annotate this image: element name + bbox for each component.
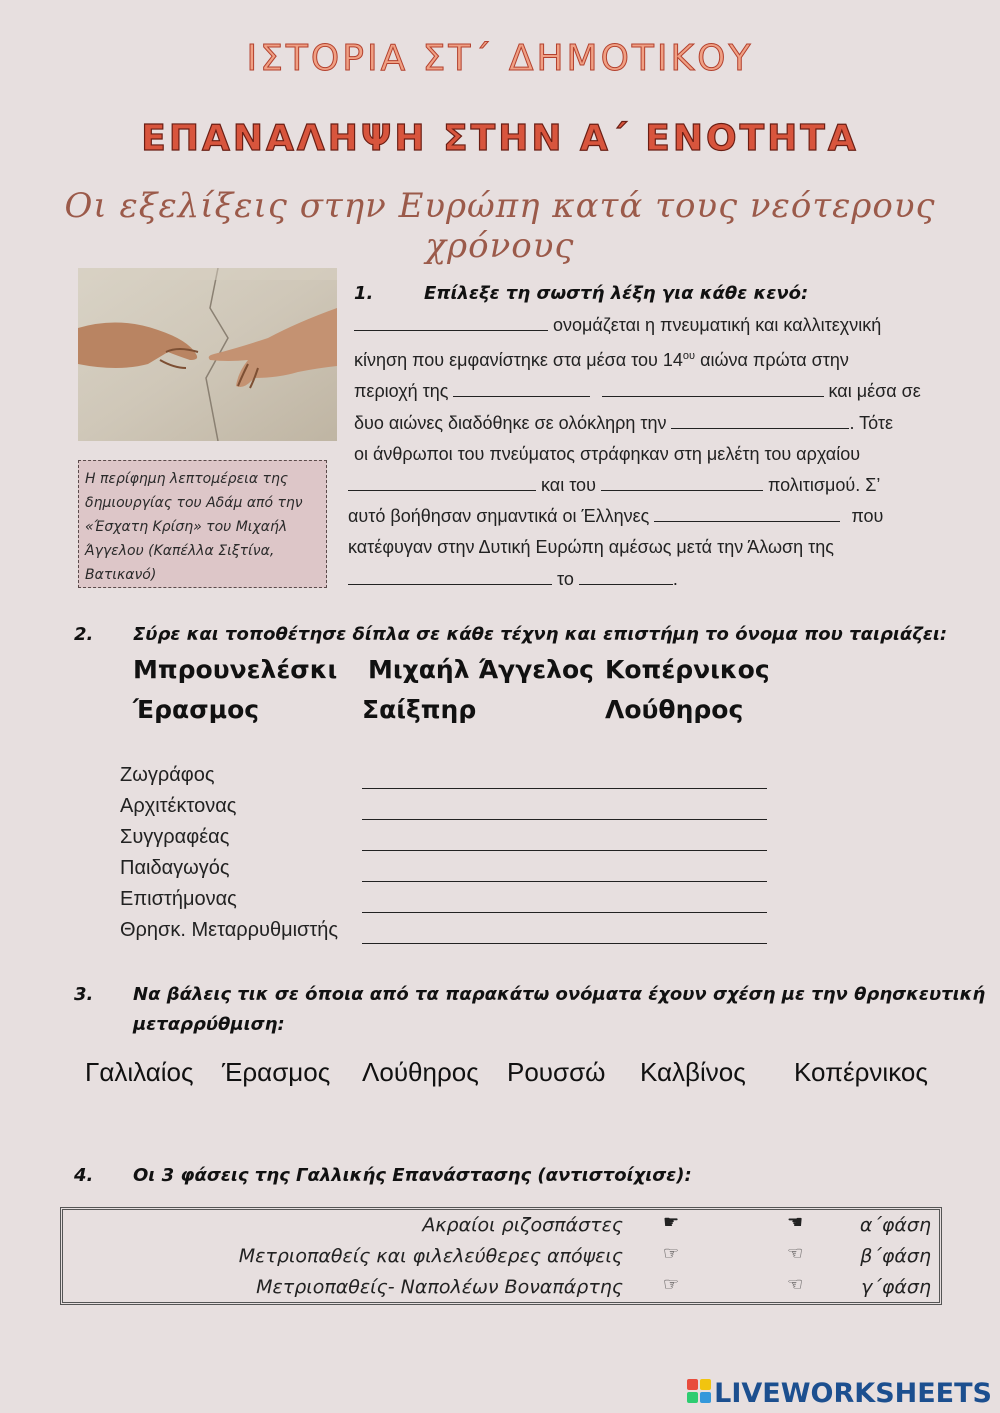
q3-prompt-line2: μεταρρύθμιση: [133,1014,285,1035]
q1-text-4b: . Τότε [849,412,894,433]
q1-text-6a: και του [541,475,596,496]
draggable-name-copernicus[interactable]: Κοπέρνικος [605,655,770,684]
page-title: ΙΣΤΟΡΙΑ ΣΤ΄ ΔΗΜΟΤΙΚΟΥ [246,38,754,79]
draggable-name-brunelleschi[interactable]: Μπρουνελέσκι [133,655,338,684]
q4-matching-table [60,1207,942,1305]
q4-row-1 [63,1212,939,1243]
q3-prompt-line1: Να βάλεις τικ σε όποια από τα παρακάτω ονόματα έχουν σχέση με την θρησκευτική [133,984,986,1005]
q4-row-2-text: Μετριοπαθείς και φιλελεύθερες απόψεις [238,1245,623,1267]
tick-option-galileo[interactable]: Γαλιλαίος [85,1057,194,1087]
q4-row-2 [63,1243,939,1274]
tick-option-copernicus[interactable]: Κοπέρνικος [794,1057,928,1087]
q4-number: 4. [74,1165,94,1186]
liveworksheets-logo-icon [687,1379,711,1410]
q1-text-7b: που [851,506,884,527]
q4-row-3 [63,1274,939,1305]
q1-text-1: ονομάζεται η πνευματική και καλλιτεχνική [553,315,882,335]
role-painter: Ζωγράφος [120,764,215,786]
pointing-left-hand-icon[interactable]: ☜ [787,1243,804,1264]
pointing-right-hand-icon[interactable]: ☛ [663,1212,680,1233]
q1-text-3b: και μέσα σε [828,381,921,402]
q1-number: 1. [354,283,374,304]
pointing-left-hand-icon[interactable]: ☚ [787,1212,804,1233]
q1-text-2b: αιώνα πρώτα στην [700,350,849,371]
q2-number: 2. [74,624,94,645]
liveworksheets-logo-text: LIVEWORKSHEETS [714,1378,992,1409]
role-writer: Συγγραφέας [120,826,230,848]
pointing-left-hand-icon[interactable]: ☜ [787,1274,804,1295]
q4-row-3-text: Μετριοπαθείς- Ναπολέων Βοναπάρτης [256,1276,623,1298]
page-subtitle: ΕΠΑΝΑΛΗΨΗ ΣΤΗΝ Α΄ ΕΝΟΤΗΤΑ [141,118,859,159]
tick-option-erasmus[interactable]: Έρασμος [222,1057,331,1087]
tick-option-rousseau[interactable]: Ρουσσώ [507,1057,606,1087]
q1-blank-3[interactable] [602,378,824,397]
drop-zone-scientist[interactable] [362,912,767,913]
q1-text-5: οι άνθρωποι του πνεύματος στράφηκαν στη μελέτη του αρχαίου [354,443,861,464]
liveworksheets-logo [687,1378,992,1410]
tick-option-calvin[interactable]: Καλβίνος [640,1057,746,1087]
image-caption: Η περίφημη λεπτομέρεια της δημιουργίας του Αδάμ από την «Έσχατη Κρίση» του Μιχαήλ Άγγελου (Καπέλλα Σιξτίνα, Βατικανό) [78,460,327,588]
drop-zone-painter[interactable] [362,788,767,789]
draggable-name-michelangelo[interactable]: Μιχαήλ Άγγελος [368,655,594,684]
pointing-right-hand-icon[interactable]: ☞ [663,1274,680,1295]
role-scientist: Επιστήμονας [120,888,237,910]
q3-number: 3. [74,984,94,1005]
tick-option-luther[interactable]: Λούθηρος [362,1057,479,1087]
q1-blank-4[interactable] [671,410,849,429]
drop-zone-architect[interactable] [362,819,767,820]
q1-blank-6[interactable] [601,472,763,491]
q1-text-3a: περιοχή της [354,381,449,402]
q1-text-4a: δυο αιώνες διαδόθηκε σε ολόκληρη την [354,412,667,433]
q1-blank-2[interactable] [453,378,590,397]
role-architect: Αρχιτέκτονας [120,795,237,817]
q1-text-2a: κίνηση που εμφανίστηκε στα μέσα του 14 [354,350,683,371]
q4-row-3-phase: γ΄φάση [861,1276,931,1298]
draggable-name-shakespeare[interactable]: Σαίξπηρ [362,695,477,724]
draggable-name-erasmus[interactable]: Έρασμος [133,695,260,724]
q1-text-2sup: ου [682,350,696,363]
q1-text-8: κατέφυγαν στην Δυτική Ευρώπη αμέσως μετά την Άλωση της [348,537,834,558]
q1-prompt: Επίλεξε τη σωστή λέξη για κάθε κενό: [424,283,809,304]
q4-prompt: Οι 3 φάσεις της Γαλλικής Επανάστασης (αντιστοίχισε): [133,1165,692,1186]
q4-row-1-text: Ακραίοι ριζοσπάστες [422,1214,623,1236]
q1-text-6b: πολιτισμού. Σ’ [767,475,881,496]
drop-zone-reformer[interactable] [362,943,767,944]
creation-of-adam-image [78,268,337,441]
q2-prompt: Σύρε και τοποθέτησε δίπλα σε κάθε τέχνη και επιστήμη το όνομα που ταιριάζει: [133,624,948,645]
q1-text-9end: . [672,568,678,589]
q1-blank-9[interactable] [579,566,673,585]
q1-paragraph [348,310,948,595]
q1-blank-7[interactable] [654,503,840,522]
page-tagline: Οι εξελίξεις στην Ευρώπη κατά τους νεότερους χρόνους [64,186,936,266]
q4-row-1-phase: α΄φάση [859,1214,931,1236]
role-reformer: Θρησκ. Μεταρρυθμιστής [120,919,339,941]
q1-blank-5[interactable] [348,472,536,491]
q1-text-9: το [557,568,574,589]
q1-blank-8[interactable] [348,566,552,585]
drop-zone-educator[interactable] [362,881,767,882]
q1-blank-1[interactable] [354,312,548,331]
drop-zone-writer[interactable] [362,850,767,851]
q4-row-2-phase: β΄φάση [860,1245,931,1267]
pointing-right-hand-icon[interactable]: ☞ [663,1243,680,1264]
q1-text-7a: αυτό βοήθησαν σημαντικά οι Έλληνες [348,506,650,527]
role-educator: Παιδαγωγός [120,857,230,879]
draggable-name-luther[interactable]: Λούθηρος [605,695,744,724]
